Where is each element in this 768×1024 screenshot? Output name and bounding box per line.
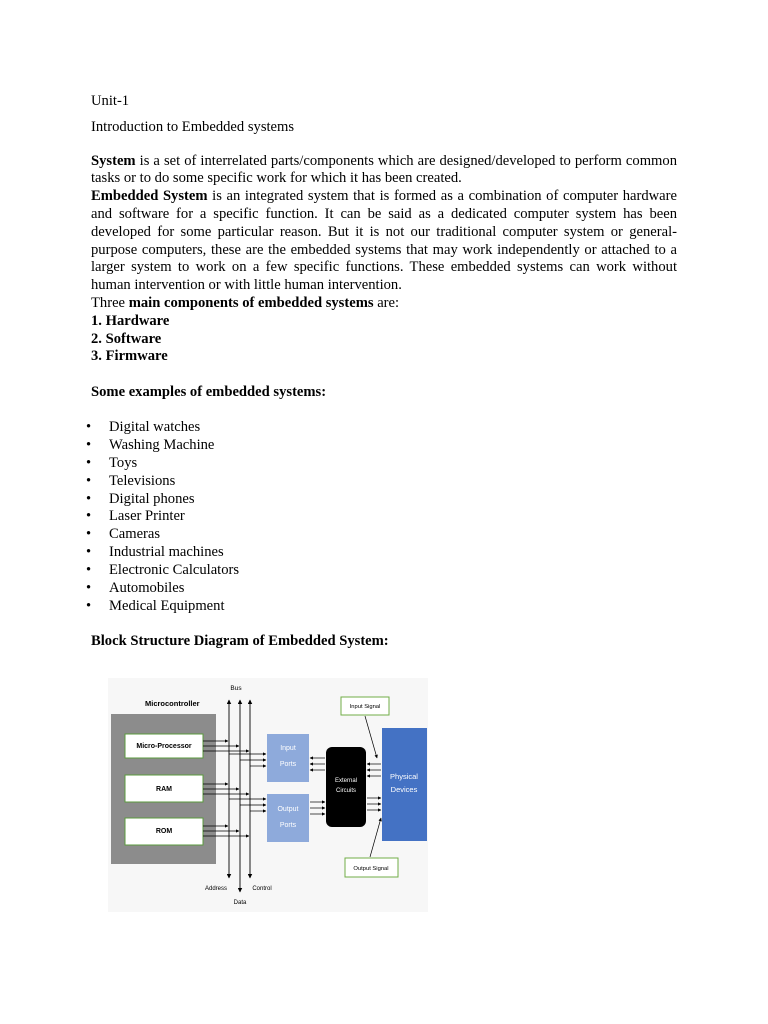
input-ports-label-1: Input [280,745,296,752]
external-circuits-label-2: Circuits [335,788,357,794]
block-diagram [108,678,428,912]
bus-label: Bus [230,685,242,692]
system-definition [91,153,677,189]
microcontroller-label: Microcontroller [145,699,200,708]
input-ports-label-2: Ports [279,761,297,768]
system-term: System [91,152,136,169]
list-item: • Toys [91,455,677,473]
embedded-text: is an integrated system that is formed as a combination of computer hardware and software for a specific function. It can be said as a dedicated computer system has been developed for some particular reason. But it is not our traditional computer system or general-purpose computers, these are the embedded systems that may work independently or attached to a larger system to work on a few specific functions. These embedded systems can work without human intervention or with little human intervention. [91,188,677,294]
output-ports-label-1: Output [277,806,299,813]
list-item: • Industrial machines [91,544,677,562]
output-ports-label-2: Ports [279,822,297,829]
document-page [91,93,677,651]
page-title: Introduction to Embedded systems [91,118,295,135]
component-item: 1. Hardware [91,312,170,329]
output-signal-label: Output Signal [353,866,389,872]
list-item: • Automobiles [91,580,677,598]
embedded-term: Embedded System [91,188,208,205]
list-item: • Digital watches [91,419,677,437]
physical-devices-label-1: Physical [390,772,418,781]
data-label: Data [233,900,247,906]
address-label: Address [204,886,228,892]
list-item: • Laser Printer [91,508,677,526]
list-item: • Cameras [91,526,677,544]
list-item: • Televisions [91,473,677,491]
examples-list [91,419,677,616]
system-text: is a set of interrelated parts/components which are designed/developed to perform common tasks or to do some specific work for which it has been created. [91,152,677,187]
list-item: • Digital phones [91,491,677,509]
list-item: • Medical Equipment [91,598,677,616]
input-signal-label: Input Signal [349,704,381,710]
component-item: 3. Firmware [91,348,168,365]
rom-label: ROM [155,828,173,835]
physical-devices-label-2: Devices [390,785,418,794]
external-circuits-label-1: External [334,778,358,784]
ram-label: RAM [156,786,172,793]
external-circuits-block [326,747,366,827]
list-item: • Electronic Calculators [91,562,677,580]
embedded-definition [91,188,677,295]
microprocessor-label: Micro-Processor [136,743,192,750]
components-intro: Three main components of embedded systems are: [91,294,400,311]
input-ports-block [267,734,309,782]
list-item: • Washing Machine [91,437,677,455]
unit-label: Unit-1 [91,93,130,109]
component-item: 2. Software [91,330,162,347]
control-label: Control [252,886,272,892]
output-ports-block [267,794,309,842]
examples-heading: Some examples of embedded systems: [91,384,327,401]
diagram-heading: Block Structure Diagram of Embedded System: [91,632,389,649]
